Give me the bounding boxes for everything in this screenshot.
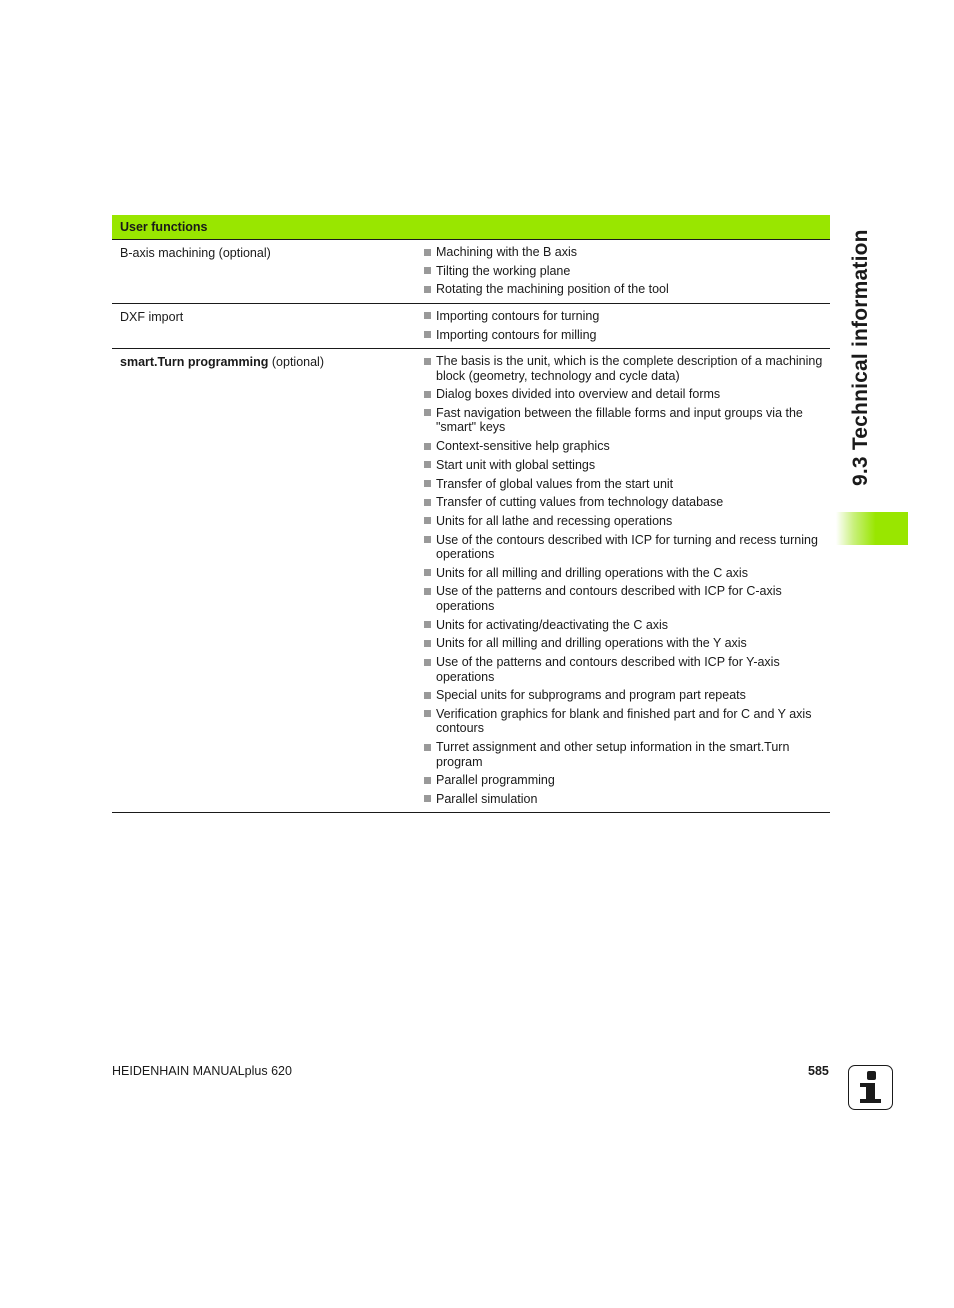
list-item: The basis is the unit, which is the complete description of a machining block (geometry, technology and cycle data) (424, 354, 830, 383)
bullet-icon (424, 517, 431, 524)
list-item: Use of the contours described with ICP for turning and recess turning operations (424, 533, 830, 562)
list-item: Special units for subprograms and program part repeats (424, 688, 830, 703)
list-item: Units for activating/deactivating the C axis (424, 618, 830, 633)
bullet-icon (424, 331, 431, 338)
bullet-icon (424, 461, 431, 468)
bullet-icon (424, 795, 431, 802)
bullet-icon (424, 391, 431, 398)
list-item: Tilting the working plane (424, 264, 830, 279)
list-item: Dialog boxes divided into overview and detail forms (424, 387, 830, 402)
bullet-icon (424, 744, 431, 751)
bullet-icon (424, 286, 431, 293)
list-item: Use of the patterns and contours described with ICP for Y-axis operations (424, 655, 830, 684)
row-label (112, 245, 422, 297)
row-items (422, 245, 830, 297)
bullet-icon (424, 659, 431, 666)
list-item: Units for all lathe and recessing operations (424, 514, 830, 529)
bullet-icon (424, 710, 431, 717)
list-item: Use of the patterns and contours described with ICP for C-axis operations (424, 584, 830, 613)
row-label (112, 309, 422, 342)
list-item: Parallel simulation (424, 792, 830, 807)
table-row (112, 349, 830, 813)
bullet-icon (424, 267, 431, 274)
table-row (112, 304, 830, 349)
bullet-icon (424, 588, 431, 595)
bullet-icon (424, 249, 431, 256)
table-row (112, 240, 830, 304)
bullet-icon (424, 409, 431, 416)
bullet-icon (424, 536, 431, 543)
bullet-icon (424, 569, 431, 576)
page-number: 585 (808, 1064, 829, 1078)
list-item: Importing contours for milling (424, 328, 830, 343)
list-item: Parallel programming (424, 773, 830, 788)
list-item: Importing contours for turning (424, 309, 830, 324)
bullet-icon (424, 480, 431, 487)
list-item: Fast navigation between the fillable forms and input groups via the "smart" keys (424, 406, 830, 435)
manual-name: HEIDENHAIN MANUALplus 620 (112, 1064, 292, 1078)
section-title: 9.3 Technical information (849, 229, 872, 486)
info-icon (848, 1065, 893, 1110)
bullet-icon (424, 312, 431, 319)
bullet-icon (424, 499, 431, 506)
list-item: Machining with the B axis (424, 245, 830, 260)
bullet-icon (424, 692, 431, 699)
bullet-icon (424, 640, 431, 647)
row-label-text: DXF import (120, 309, 184, 324)
list-item: Transfer of cutting values from technology database (424, 495, 830, 510)
list-item: Units for all milling and drilling operations with the C axis (424, 566, 830, 581)
list-item: Turret assignment and other setup information in the smart.Turn program (424, 740, 830, 769)
row-label-text: B-axis machining (optional) (120, 246, 271, 260)
list-item: Start unit with global settings (424, 458, 830, 473)
row-items (422, 354, 830, 806)
table-header: User functions (112, 215, 830, 240)
list-item: Rotating the machining position of the tool (424, 282, 830, 297)
section-tab (836, 512, 908, 545)
row-items (422, 309, 830, 342)
list-item: Transfer of global values from the start unit (424, 477, 830, 492)
row-label-text: (optional) (268, 355, 324, 370)
row-label (112, 354, 422, 806)
bullet-icon (424, 443, 431, 450)
user-functions-table (112, 215, 830, 813)
bullet-icon (424, 358, 431, 365)
list-item: Units for all milling and drilling operations with the Y axis (424, 636, 830, 651)
bullet-icon (424, 621, 431, 628)
list-item: Context-sensitive help graphics (424, 439, 830, 454)
row-label-bold: smart.Turn programming (120, 355, 269, 370)
list-item: Verification graphics for blank and finished part and for C and Y axis contours (424, 707, 830, 736)
bullet-icon (424, 777, 431, 784)
